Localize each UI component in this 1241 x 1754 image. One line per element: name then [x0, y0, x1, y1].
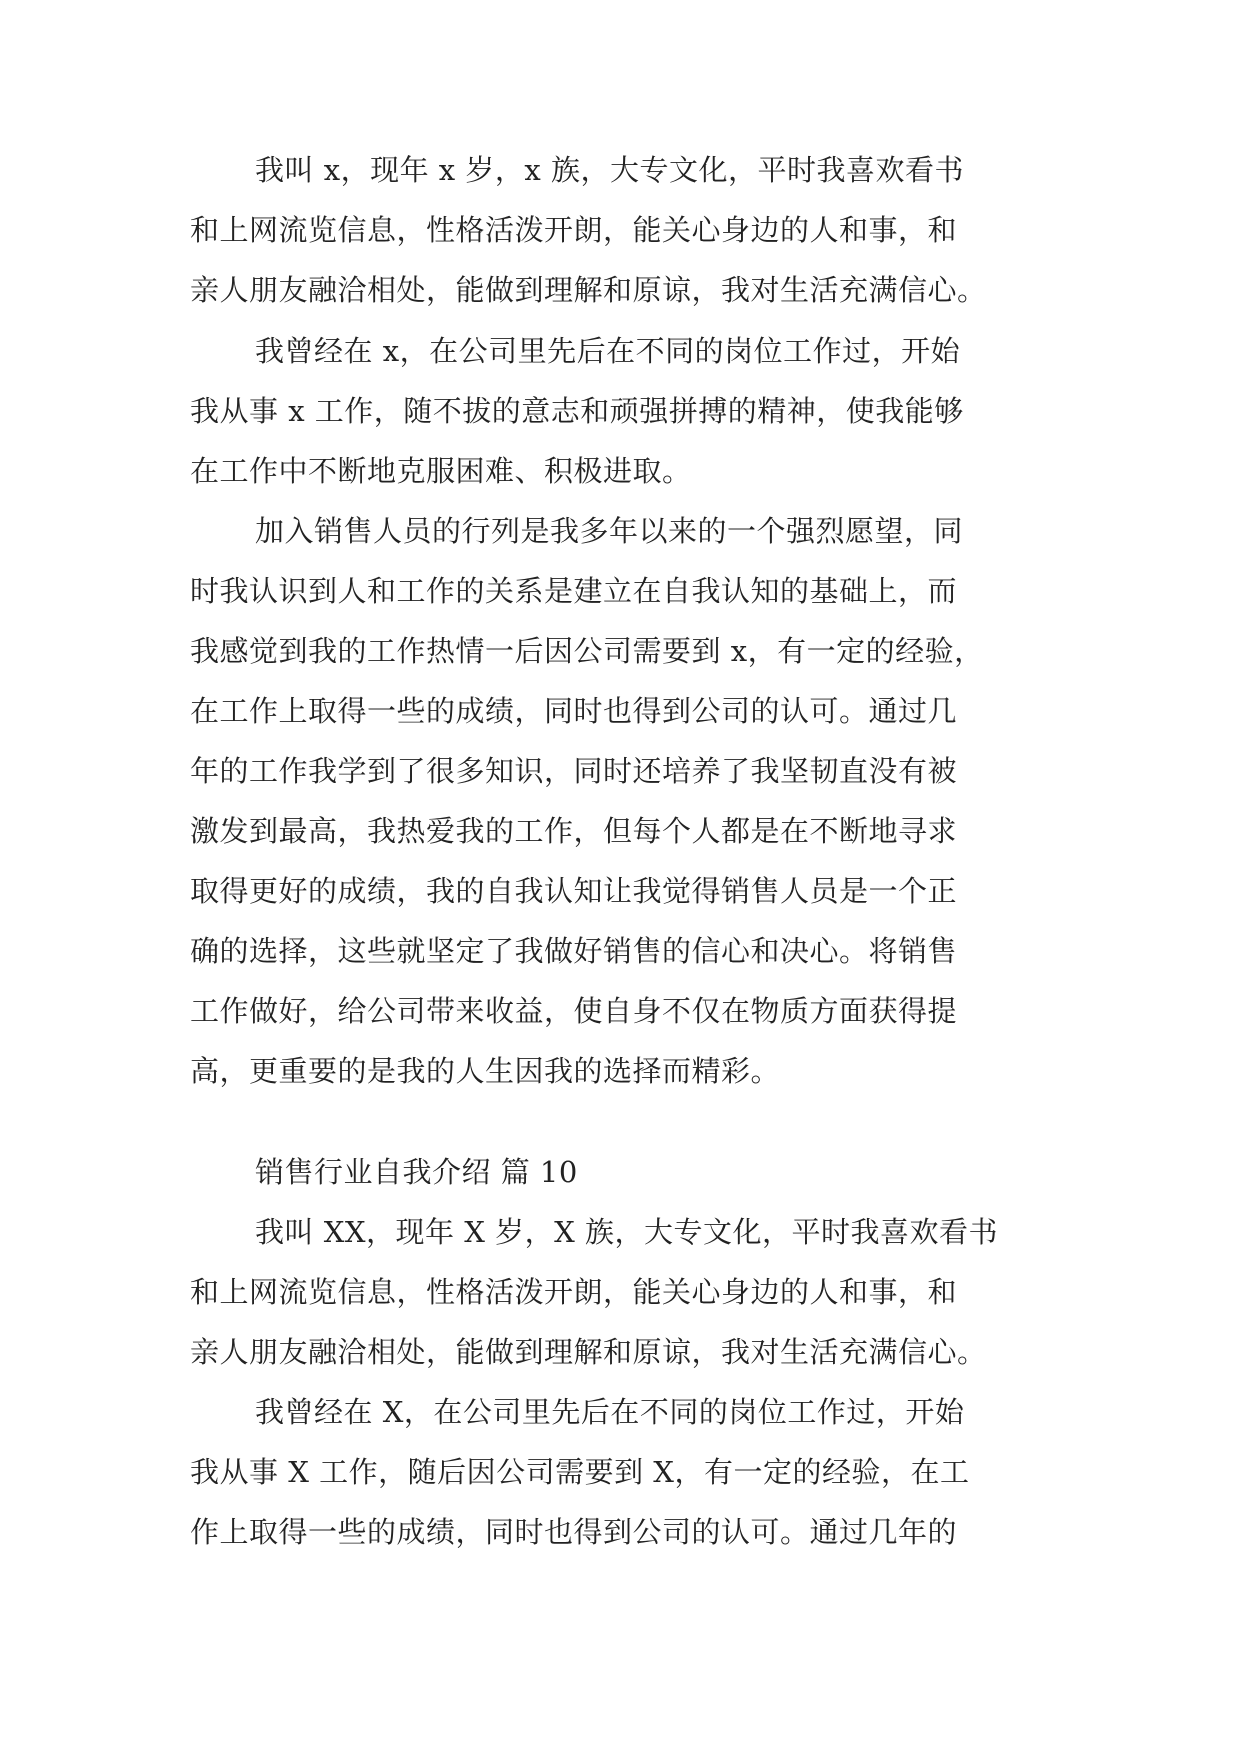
paragraph-line: 我曾经在 x，在公司里先后在不同的岗位工作过，开始 — [255, 334, 961, 368]
paragraph-line: 亲人朋友融洽相处，能做到理解和原谅，我对生活充满信心。 — [190, 1335, 987, 1369]
paragraph-line: 时我认识到人和工作的关系是建立在自我认知的基础上，而 — [190, 574, 958, 608]
paragraph-line: 亲人朋友融洽相处，能做到理解和原谅，我对生活充满信心。 — [190, 273, 987, 307]
paragraph-line: 取得更好的成绩，我的自我认知让我觉得销售人员是一个正 — [190, 874, 958, 908]
paragraph-line: 激发到最高，我热爱我的工作，但每个人都是在不断地寻求 — [190, 814, 958, 848]
paragraph-line: 我从事 x 工作，随不拔的意志和顽强拼搏的精神，使我能够 — [190, 394, 964, 428]
paragraph-line: 我曾经在 X，在公司里先后在不同的岗位工作过，开始 — [255, 1395, 965, 1429]
paragraph-line: 我叫 x，现年 x 岁，x 族，大专文化，平时我喜欢看书 — [255, 153, 964, 187]
paragraph-line: 确的选择，这些就坚定了我做好销售的信心和决心。将销售 — [190, 934, 958, 968]
paragraph-line: 我从事 X 工作，随后因公司需要到 X，有一定的经验，在工 — [190, 1455, 970, 1489]
paragraph-line: 加入销售人员的行列是我多年以来的一个强烈愿望，同 — [255, 514, 964, 548]
paragraph-line: 工作做好，给公司带来收益，使自身不仅在物质方面获得提 — [190, 994, 958, 1028]
paragraph-line: 我感觉到我的工作热情一后因公司需要到 x，有一定的经验， — [190, 634, 984, 668]
paragraph-line: 高，更重要的是我的人生因我的选择而精彩。 — [190, 1054, 781, 1088]
paragraph-line: 在工作中不断地克服困难、积极进取。 — [190, 454, 692, 488]
paragraph-line: 和上网流览信息，性格活泼开朗，能关心身边的人和事，和 — [190, 213, 958, 247]
section-heading: 销售行业自我介绍 篇 10 — [255, 1155, 578, 1189]
paragraph-line: 年的工作我学到了很多知识，同时还培养了我坚韧直没有被 — [190, 754, 958, 788]
paragraph-line: 在工作上取得一些的成绩，同时也得到公司的认可。通过几 — [190, 694, 958, 728]
paragraph-line: 我叫 XX，现年 X 岁，X 族，大专文化，平时我喜欢看书 — [255, 1215, 998, 1249]
paragraph-line: 作上取得一些的成绩，同时也得到公司的认可。通过几年的 — [190, 1515, 958, 1549]
paragraph-line: 和上网流览信息，性格活泼开朗，能关心身边的人和事，和 — [190, 1275, 958, 1309]
